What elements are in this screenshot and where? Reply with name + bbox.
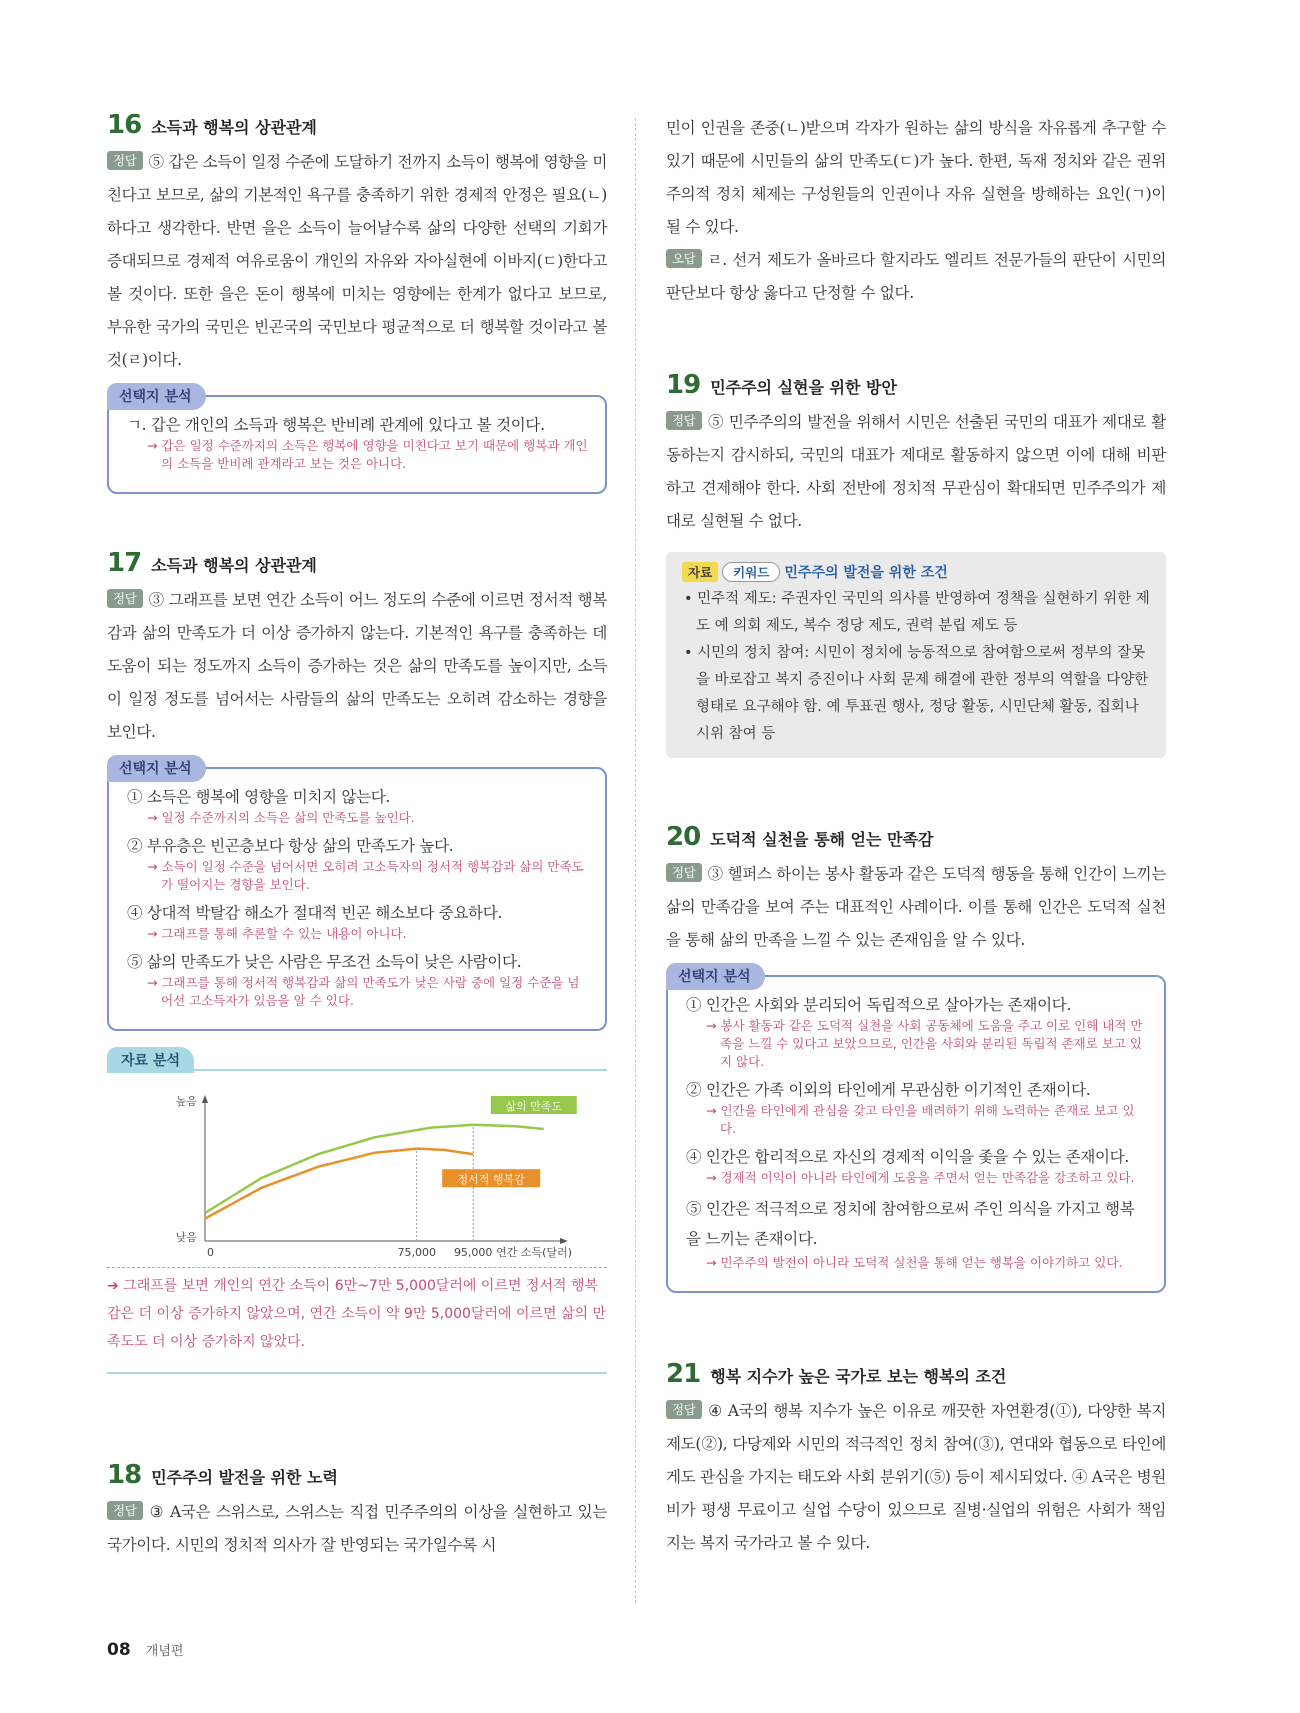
keyword-box bbox=[666, 552, 1166, 758]
wrong-tag: 오답 bbox=[666, 249, 702, 268]
y-axis-arrow bbox=[202, 1095, 208, 1103]
answer-continued: 민이 인권을 존중(ㄴ)받으며 각자가 원하는 삶의 방식을 자유롭게 추구할 수 있기 때문에 시민들의 삶의 만족도(ㄷ)가 높다. 한편, 독재 정치와 같은 권위주의적 정치 체제는 구성원들의 인권이나 자유 실현을 방해하는 요인(ㄱ)이 될 수 있다. bbox=[666, 119, 1166, 236]
answer-text: ⑤ 갑은 소득이 일정 수준에 도달하기 전까지 소득이 행복에 영향을 미친다고 보므로, 삶의 기본적인 욕구를 충족하기 위한 경제적 안정은 필요(ㄴ)하다고 생각한다. 반면 을은 소득이 늘어날수록 삶의 다양한 선택의 기회가 증대되므로 경제적 여유로움이 개인의 자유와 자아실현에 이바지(ㄷ)한다고 볼 것이다. 또한 을은 돈이 행복에 미치는 영향에는 한계가 없다고 보므로, 부유한 국가의 국민은 빈곤국의 국민보다 평균적으로 더 행복할 것이라고 볼 것(ㄹ)이다. bbox=[107, 153, 607, 369]
y-label-top: 높음 bbox=[175, 1095, 197, 1108]
keyword-tag: 키워드 bbox=[722, 562, 780, 582]
answer-tag: 정답 bbox=[666, 411, 702, 430]
keyword-title: 민주주의 발전을 위한 조건 bbox=[784, 565, 948, 581]
option-analysis-box bbox=[107, 389, 607, 494]
question-title: 민주주의 발전을 위한 노력 bbox=[151, 1468, 338, 1487]
answer-tag: 정답 bbox=[666, 863, 702, 882]
wrong-text: ㄹ. 선거 제도가 올바르다 할지라도 엘리트 전문가들의 판단이 시민의 판단보다 항상 옳다고 단정할 수 없다. bbox=[666, 251, 1166, 302]
option-text: ② 인간은 가족 이외의 타인에게 무관심한 이기적인 존재이다. bbox=[686, 1081, 1091, 1099]
option-note: → 소득이 일정 수준을 넘어서면 오히려 고소득자의 정서적 행복감과 삶의 만족도가 떨어지는 경향을 보인다. bbox=[147, 859, 584, 892]
option-note: → 봉사 활동과 같은 도덕적 실천을 사회 공동체에 도움을 주고 이로 인해 내적 만족을 느낄 수 있다고 보았으므로, 인간을 사회와 분리된 독립적 존재로 보고 있지 않다. bbox=[706, 1018, 1143, 1069]
answer-tag: 정답 bbox=[107, 1501, 143, 1520]
question-title: 민주주의 실현을 위한 방안 bbox=[710, 378, 897, 397]
box-label: 선택지 분석 bbox=[107, 383, 206, 410]
series-line-0 bbox=[205, 1125, 544, 1213]
question-number: 20 bbox=[666, 822, 701, 852]
x-axis-arrow bbox=[560, 1238, 568, 1244]
page-number: 08 bbox=[107, 1640, 131, 1660]
option-note: → 그래프를 통해 정서적 행복감과 삶의 만족도가 낮은 사람 중에 일정 수준을 넘어선 고소득자가 있음을 알 수 있다. bbox=[147, 975, 580, 1008]
option-text: ㄱ. 갑은 개인의 소득과 행복은 반비례 관계에 있다고 볼 것이다. bbox=[127, 416, 545, 434]
series-label-0: 삶의 만족도 bbox=[505, 1100, 563, 1113]
y-label-bottom: 낮음 bbox=[175, 1231, 197, 1244]
series-label-1: 정서적 행복감 bbox=[457, 1173, 525, 1187]
option-note: → 일정 수준까지의 소득은 삶의 만족도를 높인다. bbox=[147, 810, 415, 825]
option-text: ① 소득은 행복에 영향을 미치지 않는다. bbox=[127, 788, 391, 806]
question-18 bbox=[107, 1460, 607, 1562]
question-17 bbox=[107, 548, 607, 1374]
option-note: → 인간을 타인에게 관심을 갖고 타인을 배려하기 위해 노력하는 존재로 보고 있다. bbox=[706, 1103, 1135, 1136]
answer-text: ⑤ 민주주의의 발전을 위해서 시민은 선출된 국민의 대표가 제대로 활동하는지 감시하되, 국민의 대표가 제대로 활동하지 않으면 이에 대해 비판하고 견제해야 한다. 사회 전반에 정치적 무관심이 확대되면 민주주의가 제대로 실현될 수 없다. bbox=[666, 413, 1166, 530]
data-tag: 자료 bbox=[682, 562, 718, 582]
chart-note: ➔ 그래프를 보면 개인의 연간 소득이 6만~7만 5,000달러에 이르면 정서적 행복감은 더 이상 증가하지 않았으며, 연간 소득이 약 9만 5,000달러에 이르면 삶의 만족도도 더 이상 증가하지 않았다. bbox=[107, 1267, 607, 1356]
option-note: → 경제적 이익이 아니라 타인에게 도움을 주면서 얻는 만족감을 강조하고 있다. bbox=[706, 1170, 1135, 1185]
option-text: ⑤ 삶의 만족도가 낮은 사람은 무조건 소득이 낮은 사람이다. bbox=[127, 953, 522, 971]
question-number: 19 bbox=[666, 370, 701, 400]
box-label: 선택지 분석 bbox=[666, 963, 765, 990]
option-analysis-box bbox=[666, 969, 1166, 1293]
question-title: 소득과 행복의 상관관계 bbox=[151, 118, 317, 137]
answer-text: ③ 그래프를 보면 연간 소득이 어느 정도의 수준에 이르면 정서적 행복감과 삶의 만족도가 더 이상 증가하지 않는다. 기본적인 욕구를 충족하는 데 도움이 되는 정도까지 소득이 증가하는 것은 삶의 만족도를 높이지만, 소득이 일정 정도를 넘어서는 사람들의 삶의 만족도는 오히려 감소하는 경향을 보인다. bbox=[107, 591, 607, 741]
left-column bbox=[107, 110, 607, 1562]
origin-label: 0 bbox=[207, 1246, 214, 1259]
option-analysis-box bbox=[107, 761, 607, 1031]
question-title: 행복 지수가 높은 국가로 보는 행복의 조건 bbox=[710, 1367, 1007, 1386]
option-text: ④ 상대적 박탈감 해소가 절대적 빈곤 해소보다 중요하다. bbox=[127, 904, 503, 922]
answer-tag: 정답 bbox=[107, 589, 143, 608]
x-axis-label: 연간 소득(달러) bbox=[496, 1246, 572, 1259]
question-20 bbox=[666, 822, 1166, 1293]
question-title: 소득과 행복의 상관관계 bbox=[151, 556, 317, 575]
income-happiness-chart bbox=[107, 1073, 607, 1263]
question-number: 17 bbox=[107, 548, 142, 578]
x-tick-label-0: 75,000 bbox=[397, 1246, 436, 1259]
page-section-title: 개념편 bbox=[145, 1644, 184, 1659]
question-21 bbox=[666, 1359, 1166, 1560]
question-title: 도덕적 실천을 통해 얻는 만족감 bbox=[710, 830, 934, 849]
option-text: ④ 인간은 합리적으로 자신의 경제적 이익을 좇을 수 있는 존재이다. bbox=[686, 1148, 1129, 1166]
answer-text: ③ A국은 스위스로, 스위스는 직접 민주주의의 이상을 실현하고 있는 국가이다. 시민의 정치적 의사가 잘 반영되는 국가일수록 시 bbox=[107, 1503, 607, 1554]
answer-text: ③ 헬퍼스 하이는 봉사 활동과 같은 도덕적 행동을 통해 인간이 느끼는 삶의 만족감을 보여 주는 대표적인 사례이다. 이를 통해 인간은 도덕적 실천을 통해 삶의 만족을 느낄 수 있는 존재임을 알 수 있다. bbox=[666, 865, 1166, 949]
option-note: → 그래프를 통해 추론할 수 있는 내용이 아니다. bbox=[147, 926, 407, 941]
answer-tag: 정답 bbox=[107, 151, 143, 170]
option-text: ⑤ 인간은 적극적으로 정치에 참여함으로써 주인 의식을 가지고 행복을 느끼는 존재이다. bbox=[686, 1200, 1135, 1248]
answer-tag: 정답 bbox=[666, 1400, 702, 1419]
keyword-item: • 시민의 정치 참여: 시민이 정치에 능동적으로 참여함으로써 정부의 잘못을 바로잡고 복지 증진이나 사회 문제 해결에 관한 정부의 역할을 다양한 형태로 요구해야 함. 예 투표권 행사, 정당 활동, 시민단체 활동, 집회나 시위 참여 등 bbox=[684, 645, 1149, 742]
box-label: 선택지 분석 bbox=[107, 755, 206, 782]
answer-text: ④ A국의 행복 지수가 높은 이유로 깨끗한 자연환경(①), 다양한 복지 제도(②), 다당제와 시민의 적극적인 정치 참여(③), 연대와 협동으로 타인에게도 관심을 가지는 태도와 사회 분위기(⑤) 등이 제시되었다. ④ A국은 병원비가 평생 무료이고 실업 수당이 있으므로 질병·실업의 위험은 사회가 책임지는 복지 국가라고 볼 수 있다. bbox=[666, 1402, 1166, 1552]
x-tick-label-1: 95,000 bbox=[453, 1246, 493, 1259]
column-divider bbox=[635, 118, 636, 1603]
option-note: → 민주주의 발전이 아니라 도덕적 실천을 통해 얻는 행복을 이야기하고 있다. bbox=[706, 1255, 1123, 1270]
keyword-item: • 민주적 제도: 주권자인 국민의 의사를 반영하여 정책을 실현하기 위한 제도 예 의회 제도, 복수 정당 제도, 권력 분립 제도 등 bbox=[684, 591, 1150, 634]
option-text: ② 부유층은 빈곤층보다 항상 삶의 만족도가 높다. bbox=[127, 837, 454, 855]
question-number: 18 bbox=[107, 1460, 142, 1490]
question-16 bbox=[107, 110, 607, 494]
question-number: 16 bbox=[107, 110, 142, 140]
series-line-1 bbox=[205, 1149, 473, 1219]
option-note: → 갑은 일정 수준까지의 소득은 행복에 영향을 미친다고 보기 때문에 행복과 개인의 소득을 반비례 관계라고 보는 것은 아니다. bbox=[147, 438, 588, 471]
question-number: 21 bbox=[666, 1359, 701, 1389]
question-19 bbox=[666, 370, 1166, 758]
right-column bbox=[666, 112, 1166, 1560]
page-footer bbox=[107, 1640, 183, 1660]
data-analysis bbox=[107, 1047, 607, 1374]
option-text: ① 인간은 사회와 분리되어 독립적으로 살아가는 존재이다. bbox=[686, 996, 1072, 1014]
chart-label: 자료 분석 bbox=[107, 1047, 194, 1073]
